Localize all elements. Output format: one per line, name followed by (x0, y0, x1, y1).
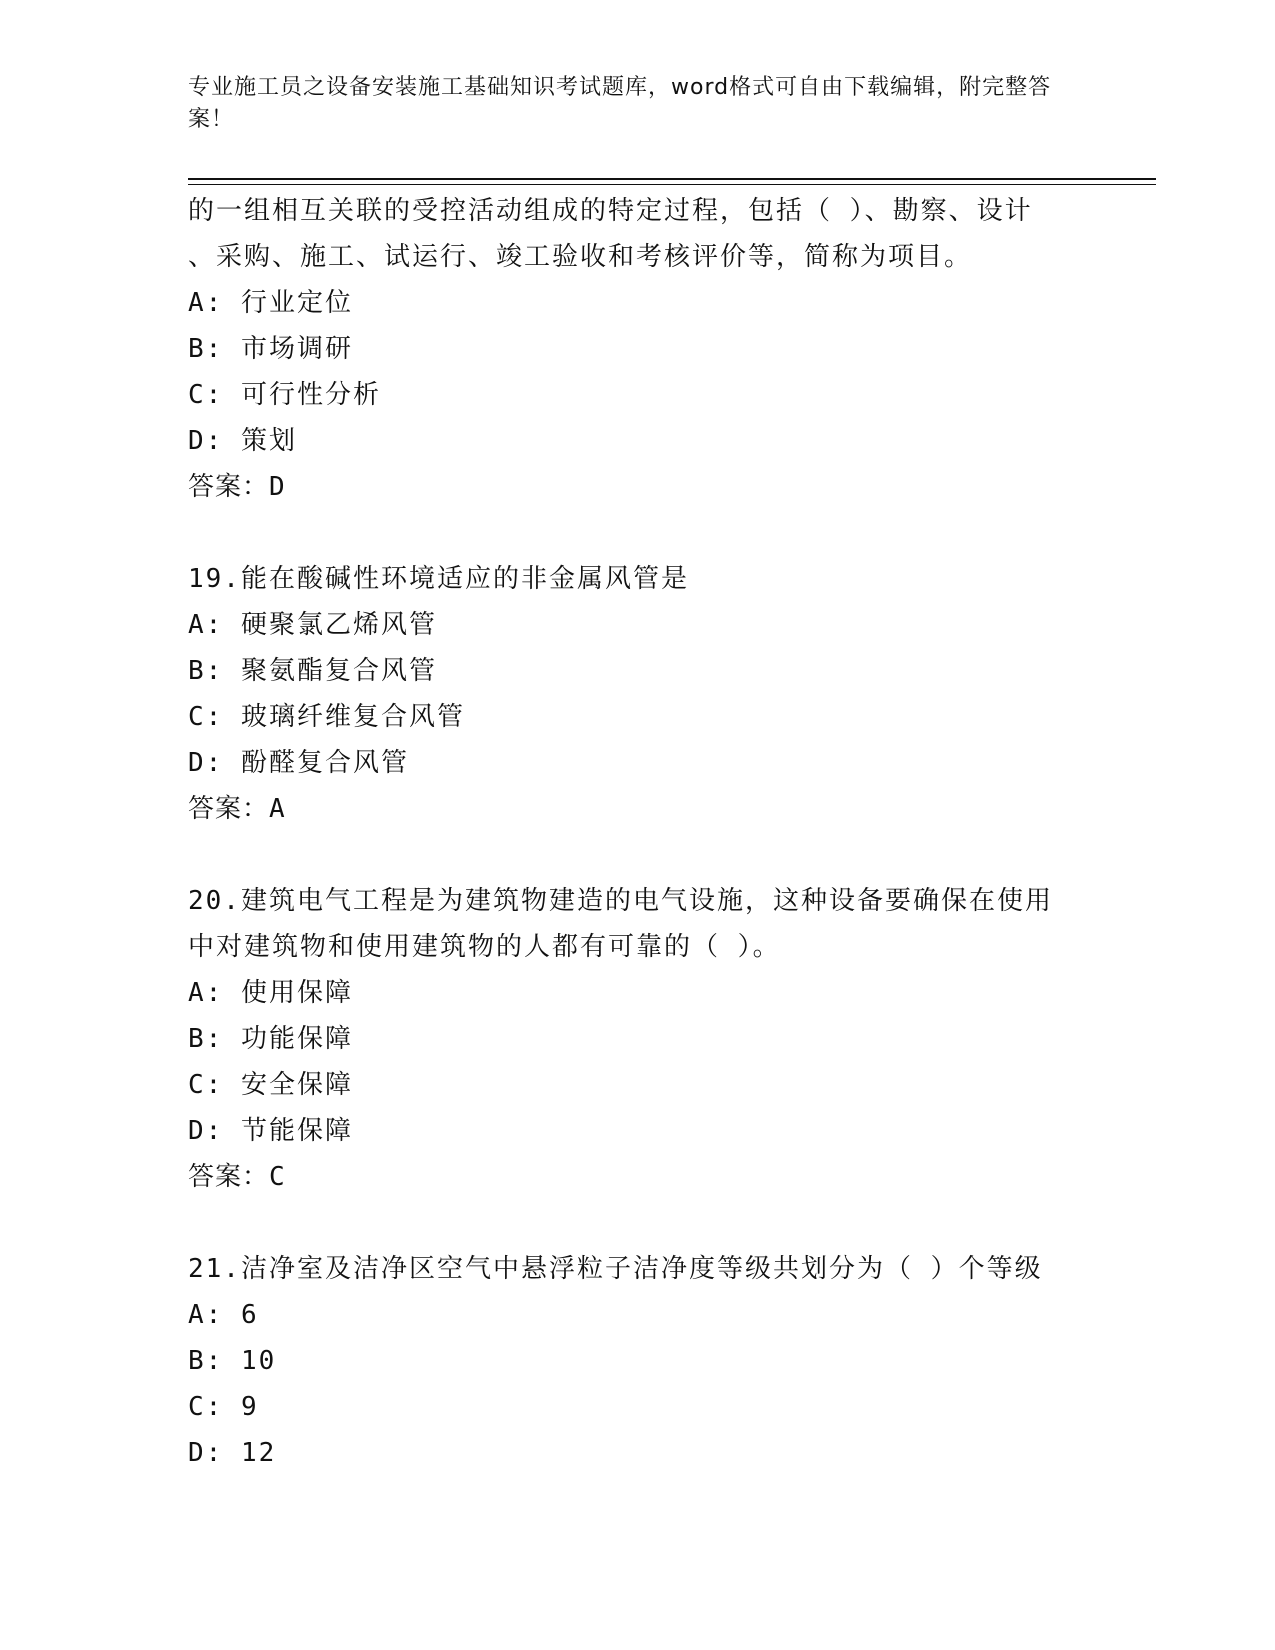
option-text: 安全保障 (240, 1070, 353, 1100)
answer-value: A (269, 794, 286, 824)
question-list (188, 188, 1088, 1476)
option-c (188, 1384, 1088, 1430)
option-c (188, 694, 1088, 740)
option-text: 市场调研 (240, 334, 353, 364)
option-label: D: (188, 1438, 224, 1468)
header-divider-thin (188, 184, 1156, 185)
question-block (188, 1246, 1088, 1476)
option-text: 玻璃纤维复合风管 (240, 702, 465, 732)
option-text: 12 (240, 1438, 277, 1468)
option-label: B: (188, 656, 224, 686)
question-stem-line: 的一组相互关联的受控活动组成的特定过程，包括（ ）、勘察、设计 (188, 196, 1033, 226)
option-text: 硬聚氯乙烯风管 (240, 610, 437, 640)
option-text: 可行性分析 (240, 380, 381, 410)
answer-label: 答案： (188, 1162, 270, 1192)
option-text: 6 (240, 1300, 259, 1330)
option-label: A: (188, 288, 224, 318)
option-label: B: (188, 1024, 224, 1054)
option-a (188, 970, 1088, 1016)
spacer (188, 510, 1088, 556)
option-label: A: (188, 1300, 224, 1330)
option-text: 酚醛复合风管 (240, 748, 409, 778)
option-label: B: (188, 334, 224, 364)
option-label: B: (188, 1346, 224, 1376)
option-text: 10 (240, 1346, 277, 1376)
option-text: 行业定位 (240, 288, 353, 318)
option-text: 9 (240, 1392, 259, 1422)
answer-label: 答案： (188, 472, 270, 502)
option-label: D: (188, 1116, 224, 1146)
question-block (188, 556, 1088, 832)
option-b (188, 1016, 1088, 1062)
option-label: C: (188, 1392, 224, 1422)
option-label: D: (188, 426, 224, 456)
spacer (188, 1200, 1088, 1246)
option-c (188, 1062, 1088, 1108)
answer-label: 答案： (188, 794, 270, 824)
option-d (188, 1430, 1088, 1476)
question-stem-line: 21.洁净室及洁净区空气中悬浮粒子洁净度等级共划分为（ ）个等级 (188, 1254, 1043, 1284)
option-label: D: (188, 748, 224, 778)
option-text: 功能保障 (240, 1024, 353, 1054)
answer-value: C (269, 1162, 286, 1192)
option-b (188, 326, 1088, 372)
answer-value: D (269, 472, 286, 502)
option-b (188, 648, 1088, 694)
answer-line (188, 786, 1088, 832)
question-stem-line: 20.建筑电气工程是为建筑物建造的电气设施，这种设备要确保在使用 (188, 886, 1053, 916)
option-a (188, 602, 1088, 648)
answer-line (188, 464, 1088, 510)
option-text: 使用保障 (240, 978, 353, 1008)
option-a (188, 280, 1088, 326)
question-stem-line: 19.能在酸碱性环境适应的非金属风管是 (188, 564, 689, 594)
option-d (188, 740, 1088, 786)
question-stem-line: 中对建筑物和使用建筑物的人都有可靠的（ ）。 (188, 932, 781, 962)
option-label: A: (188, 978, 224, 1008)
option-text: 聚氨酯复合风管 (240, 656, 437, 686)
option-label: C: (188, 1070, 224, 1100)
question-block (188, 188, 1088, 510)
option-text: 节能保障 (240, 1116, 353, 1146)
document-header: 专业施工员之设备安装施工基础知识考试题库，word格式可自由下载编辑，附完整答案！ (188, 75, 1052, 132)
option-a (188, 1292, 1088, 1338)
option-label: C: (188, 702, 224, 732)
option-text: 策划 (240, 426, 297, 456)
option-c (188, 372, 1088, 418)
answer-line (188, 1154, 1088, 1200)
spacer (188, 832, 1088, 878)
option-d (188, 418, 1088, 464)
question-stem-line: 、采购、施工、试运行、竣工验收和考核评价等，简称为项目。 (188, 242, 973, 272)
option-b (188, 1338, 1088, 1384)
option-label: A: (188, 610, 224, 640)
question-block (188, 878, 1088, 1200)
option-label: C: (188, 380, 224, 410)
option-d (188, 1108, 1088, 1154)
header-divider-thick (188, 178, 1156, 180)
